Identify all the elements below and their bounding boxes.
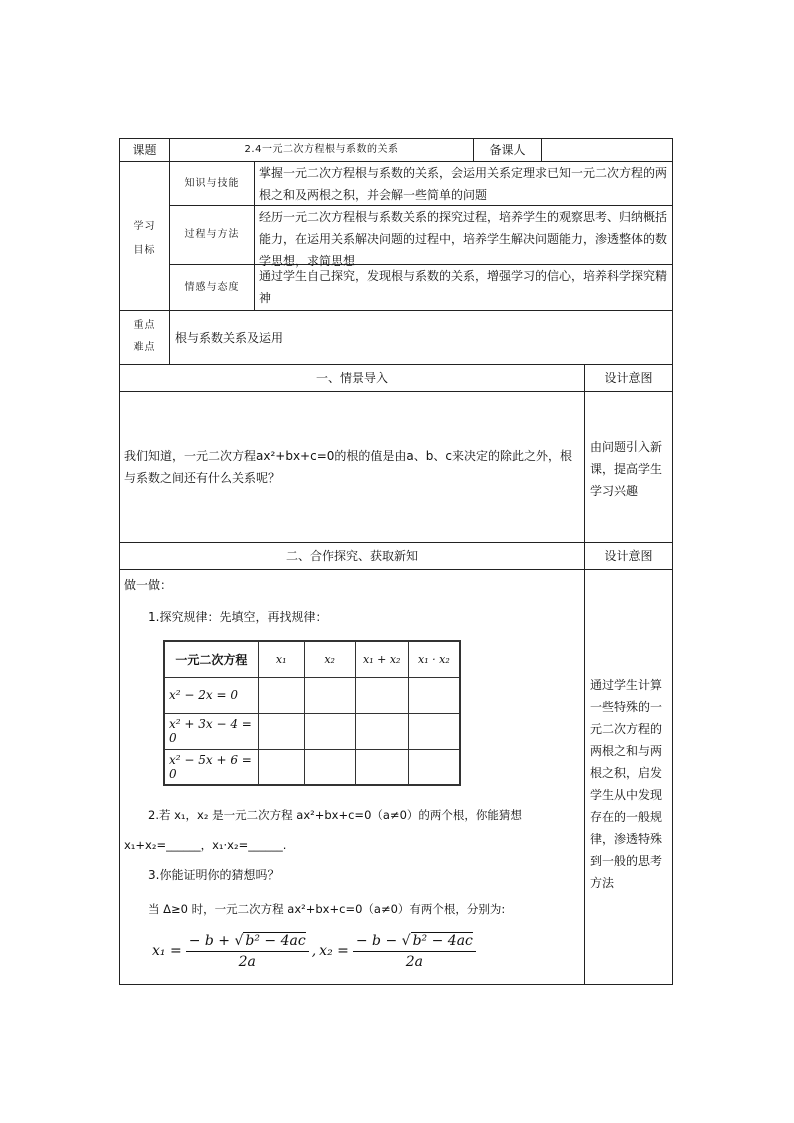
preparer-label: 备课人 <box>489 143 526 157</box>
section2-intro: 做一做： <box>124 578 173 592</box>
table-row <box>164 749 460 785</box>
section1-intent: 由问题引入新课，提高学生学习兴趣 <box>590 440 663 498</box>
objectives-label-line2: 目标 <box>133 245 156 256</box>
formula-separator: , <box>311 943 317 959</box>
blank-cell[interactable] <box>258 713 304 749</box>
blank-cell[interactable] <box>304 677 355 713</box>
equation-2: x² + 3x − 4 = 0 <box>164 713 258 749</box>
formula-x2-lhs: x₂ = <box>319 943 349 959</box>
table-header-sum: x₁ + x₂ <box>355 641 408 677</box>
objectives-label-line1: 学习 <box>133 221 156 232</box>
table-row <box>164 713 460 749</box>
step3-detail: 当 Δ≥0 时，一元二次方程 ax²+bx+c=0（a≠0）有两个根，分别为: <box>148 902 506 916</box>
table-header-x1: x₁ <box>258 641 304 677</box>
objectives-label <box>120 215 169 263</box>
step3-text: 3.你能证明你的猜想吗？ <box>148 868 280 882</box>
objective-text-knowledge: 掌握一元二次方程根与系数的关系，会运用关系定理求已知一元二次方程的两根之和及两根之积，并会解一些简单的问题 <box>259 166 668 202</box>
blank-cell[interactable] <box>408 713 460 749</box>
formula-x2-radicand: b² − 4ac <box>412 933 473 949</box>
formula-x2-fraction <box>353 932 476 970</box>
section2-title: 二、合作探究、获取新知 <box>285 549 418 563</box>
formula-x1-radicand: b² − 4ac <box>245 933 306 949</box>
formula-x1-lhs: x₁ = <box>152 943 182 959</box>
sqrt-icon: √ <box>401 933 411 949</box>
section1-content: 我们知道，一元二次方程ax²+bx+c=0的根的值是由a、b、c来决定的除此之外，根与系数之间还有什么关系呢？ <box>124 449 572 485</box>
topic-title: 2.4一元二次方程根与系数的关系 <box>244 144 399 155</box>
section1-title: 一、情景导入 <box>315 371 388 385</box>
key-points-label <box>120 315 169 359</box>
step1-text: 1.探究规律：先填空，再找规律： <box>148 610 328 624</box>
quadratic-formula <box>152 932 476 970</box>
table-row <box>164 677 460 713</box>
key-points-text: 根与系数关系及运用 <box>175 330 284 345</box>
objective-text-attitude: 通过学生自己探究，发现根与系数的关系，增强学习的信心，培养科学探究精神 <box>259 269 668 305</box>
blank-cell[interactable] <box>355 749 408 785</box>
objective-label-attitude: 情感与态度 <box>184 281 240 293</box>
section1-intent-label: 设计意图 <box>604 371 653 385</box>
roots-exploration-table <box>163 640 461 786</box>
blank-cell[interactable] <box>258 749 304 785</box>
objective-label-knowledge: 知识与技能 <box>184 177 240 189</box>
objective-label-process: 过程与方法 <box>184 229 240 240</box>
equation-1: x² − 2x = 0 <box>164 677 258 713</box>
equation-3: x² − 5x + 6 = 0 <box>164 749 258 785</box>
blank-cell[interactable] <box>408 677 460 713</box>
blank-cell[interactable] <box>258 677 304 713</box>
formula-x2-den: 2a <box>405 954 424 970</box>
key-points-label-line1: 重点 <box>133 320 156 331</box>
formula-x1-fraction <box>186 932 309 970</box>
blank-cell[interactable] <box>355 677 408 713</box>
key-points-label-line2: 难点 <box>133 342 156 353</box>
blank-cell[interactable] <box>408 749 460 785</box>
section2-intent: 通过学生计算一些特殊的一元二次方程的两根之和与两根之积，启发学生从中发现存在的一般规律，渗透特殊到一般的思考方法 <box>590 678 663 890</box>
blank-cell[interactable] <box>304 749 355 785</box>
table-header-equation: 一元二次方程 <box>164 641 258 677</box>
formula-x2-num-prefix: − b − <box>355 933 402 949</box>
sqrt-icon: √ <box>234 933 244 949</box>
objective-text-process: 经历一元二次方程根与系数关系的探究过程，培养学生的观察思考、归纳概括能力，在运用关系解决问题的过程中，培养学生解决问题能力，渗透整体的数学思想，求简思想 <box>259 210 668 268</box>
blank-cell[interactable] <box>304 713 355 749</box>
formula-x1-num-prefix: − b + <box>188 933 235 949</box>
table-header-x2: x₂ <box>304 641 355 677</box>
preparer-value <box>542 139 672 161</box>
topic-label: 课题 <box>132 143 157 157</box>
table-header-product: x₁ · x₂ <box>408 641 460 677</box>
step2-line1: 2.若 x₁，x₂ 是一元二次方程 ax²+bx+c=0（a≠0）的两个根，你能猜想 <box>148 808 522 822</box>
formula-x1-den: 2a <box>238 954 256 970</box>
blank-cell[interactable] <box>355 713 408 749</box>
step2-line2: x₁+x₂=______，x₁·x₂=______. <box>124 838 287 852</box>
section2-intent-label: 设计意图 <box>604 549 653 563</box>
